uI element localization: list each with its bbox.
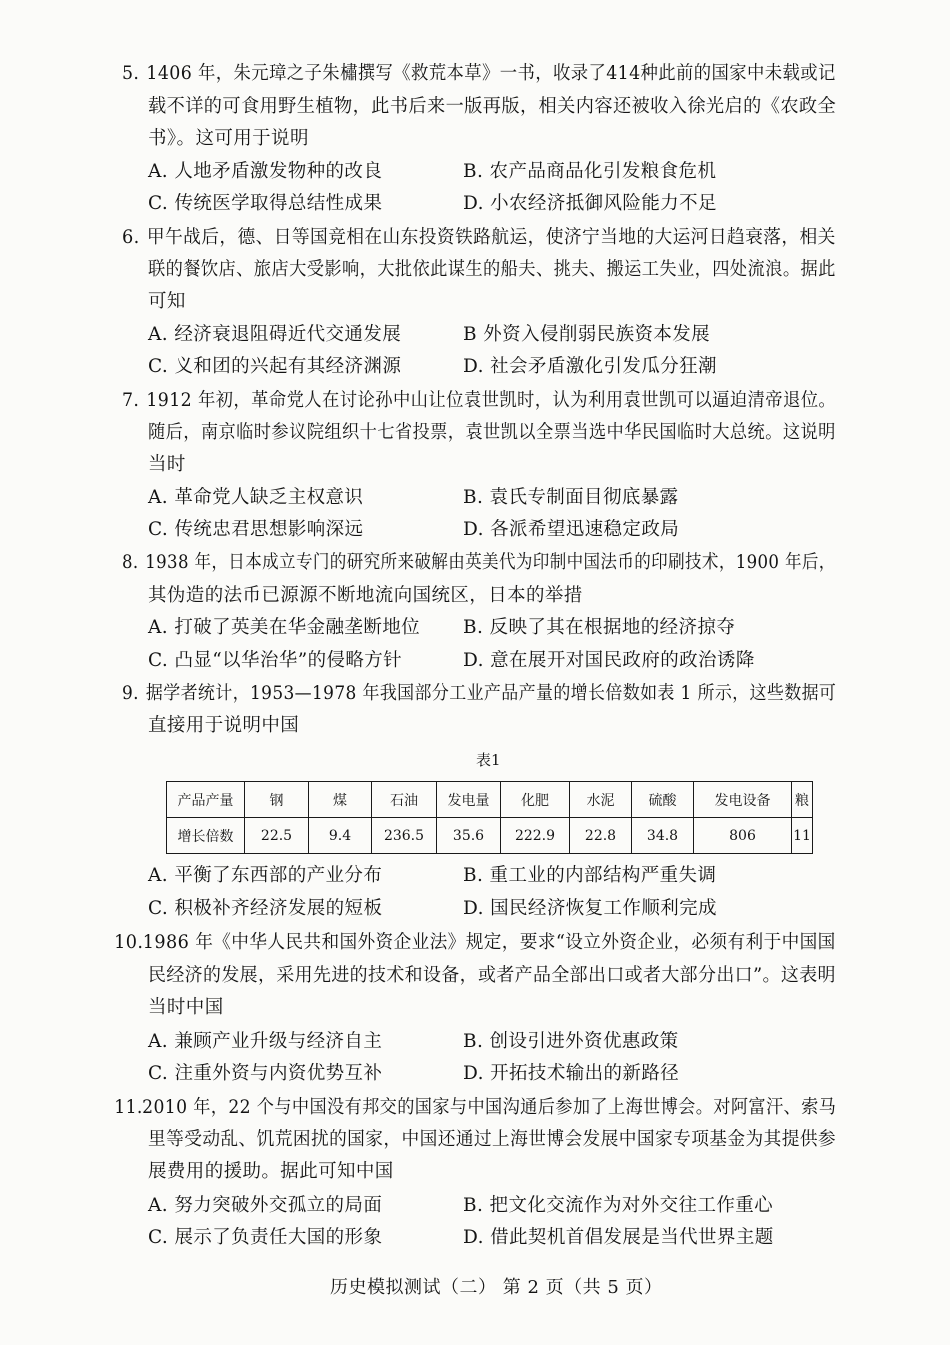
q10-line-1: 10.1986 年《中华人民共和国外资企业法》规定，要求“设立外资企业，必须有利于中国国: [114, 932, 836, 953]
q10-option-c: C. 注重外资与内资优势互补: [148, 1063, 383, 1084]
q7-option-d: D. 各派希望迅速稳定政局: [463, 519, 680, 540]
table-cell: 增长倍数: [167, 818, 245, 854]
table-header-cell: 发电量: [437, 782, 501, 818]
growth-table: [166, 781, 813, 854]
q8-option-d: D. 意在展开对国民政府的政治诱降: [463, 650, 755, 671]
q11-option-a: A. 努力突破外交孤立的局面: [148, 1195, 383, 1216]
q6-option-b: B 外资入侵削弱民族资本发展: [463, 324, 711, 345]
q11-option-c: C. 展示了负责任大国的形象: [148, 1227, 383, 1248]
q6-option-c: C. 义和团的兴起有其经济渊源: [148, 356, 402, 377]
table-cell: 222.9: [501, 818, 570, 854]
table-cell: 22.5: [245, 818, 309, 854]
q6-line-1: 6. 甲午战后，德、日等国竞相在山东投资铁路航运，使济宁当地的大运河日趋衰落，相关: [122, 227, 836, 248]
q5-option-d: D. 小农经济抵御风险能力不足: [463, 193, 717, 214]
table-header-cell: 石油: [372, 782, 437, 818]
table-header-cell: 粮: [792, 782, 813, 818]
q7-line-1: 7. 1912 年初，革命党人在讨论孙中山让位袁世凯时，认为利用袁世凯可以逼迫清帝退位。: [122, 390, 837, 411]
table-cell: 11: [792, 818, 813, 854]
q5-line-3: 书》。这可用于说明: [148, 128, 309, 149]
q8-option-c: C. 凸显“以华治华”的侵略方针: [148, 650, 403, 671]
q7-line-3: 当时: [148, 454, 186, 475]
q6-line-3: 可知: [148, 291, 186, 312]
q5-line-2: 载不详的可食用野生植物，此书后来一版再版，相关内容还被收入徐光启的《农政全: [148, 96, 837, 117]
q10-option-b: B. 创设引进外资优惠政策: [463, 1031, 679, 1052]
q10-option-d: D. 开拓技术输出的新路径: [463, 1063, 680, 1084]
q5-option-b: B. 农产品商品化引发粮食危机: [463, 161, 717, 182]
table-header-cell: 产品产量: [167, 782, 245, 818]
q11-line-1: 11.2010 年，22 个与中国没有邦交的国家与中国沟通后参加了上海世博会。对阿富汗、索马: [114, 1097, 837, 1118]
q7-option-a: A. 革命党人缺乏主权意识: [148, 487, 364, 508]
q5-option-a: A. 人地矛盾激发物种的改良: [148, 161, 383, 182]
q10-option-a: A. 兼顾产业升级与经济自主: [148, 1031, 383, 1052]
q7-line-2: 随后，南京临时参议院组织十七省投票，袁世凯以全票当选中华民国临时大总统。这说明: [148, 422, 836, 443]
q6-line-2: 联的餐饮店、旅店大受影响，大批依此谋生的船夫、挑夫、搬运工失业，四处流浪。据此: [148, 259, 836, 280]
table-header-cell: 煤: [309, 782, 372, 818]
q7-option-b: B. 袁氏专制面目彻底暴露: [463, 487, 679, 508]
table-header-cell: 发电设备: [694, 782, 792, 818]
q7-option-c: C. 传统忠君思想影响深远: [148, 519, 364, 540]
q8-line-2: 其伪造的法币已源源不断地流向国统区，日本的举措: [148, 585, 583, 606]
q10-line-3: 当时中国: [148, 997, 224, 1018]
q10-line-2: 民经济的发展，采用先进的技术和设备，或者产品全部出口或者大部分出口”。这表明: [148, 965, 836, 986]
q9-option-b: B. 重工业的内部结构严重失调: [463, 865, 717, 886]
q9-line-2: 直接用于说明中国: [148, 715, 300, 736]
table-header-cell: 钢: [245, 782, 309, 818]
page-footer: 历史模拟测试（二） 第 2 页（共 5 页）: [330, 1277, 663, 1298]
q6-option-d: D. 社会矛盾激化引发瓜分狂潮: [463, 356, 717, 377]
q9-option-d: D. 国民经济恢复工作顺利完成: [463, 898, 717, 919]
q11-option-d: D. 借此契机首倡发展是当代世界主题: [463, 1227, 774, 1248]
table-cell: 22.8: [570, 818, 632, 854]
table-cell: 35.6: [437, 818, 501, 854]
table-cell: 34.8: [632, 818, 694, 854]
table-caption: 表1: [476, 751, 501, 769]
table-header-cell: 化肥: [501, 782, 570, 818]
table-cell: 9.4: [309, 818, 372, 854]
table-header-cell: 硫酸: [632, 782, 694, 818]
table-header-row: [167, 782, 813, 818]
q8-option-b: B. 反映了其在根据地的经济掠夺: [463, 617, 736, 638]
table-row: [167, 818, 813, 854]
table-cell: 236.5: [372, 818, 437, 854]
q9-option-a: A. 平衡了东西部的产业分布: [148, 865, 383, 886]
table-header-cell: 水泥: [570, 782, 632, 818]
q5-line-1: 5. 1406 年，朱元璋之子朱橚撰写《救荒本草》一书，收录了414种此前的国家中未载或记: [122, 63, 836, 84]
q6-option-a: A. 经济衰退阻碍近代交通发展: [148, 324, 402, 345]
q9-line-1: 9. 据学者统计，1953—1978 年我国部分工业产品产量的增长倍数如表 1 所示，这些数据可: [122, 683, 837, 704]
table-cell: 806: [694, 818, 792, 854]
q8-line-1: 8. 1938 年，日本成立专门的研究所来破解由英美代为印制中国法币的印刷技术，1900 年后，: [122, 552, 836, 573]
q9-option-c: C. 积极补齐经济发展的短板: [148, 898, 383, 919]
q5-option-c: C. 传统医学取得总结性成果: [148, 193, 383, 214]
q11-line-2: 里等受动乱、饥荒困扰的国家，中国还通过上海世博会发展中国家专项基金为其提供参: [148, 1129, 837, 1150]
q11-option-b: B. 把文化交流作为对外交往工作重心: [463, 1195, 774, 1216]
q8-option-a: A. 打破了英美在华金融垄断地位: [148, 617, 421, 638]
q11-line-3: 展费用的援助。据此可知中国: [148, 1161, 394, 1182]
